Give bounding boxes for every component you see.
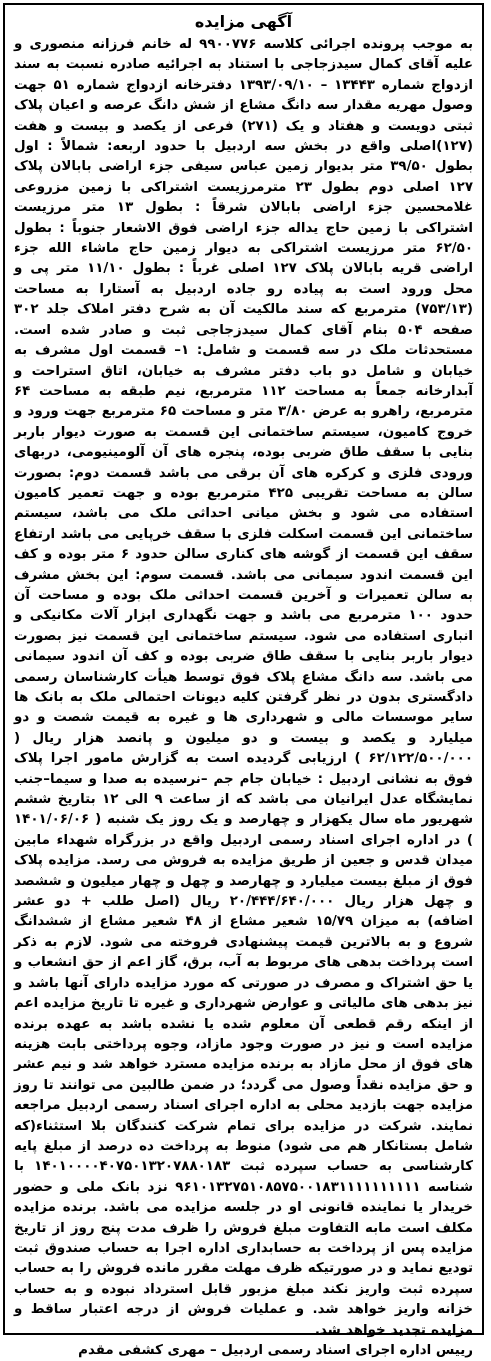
notice-title: آگهی مزایده bbox=[194, 12, 293, 31]
notice-body: به موجب پرونده اجرائی کلاسه ۹۹۰۰۷۷۶ له خانم فرزانه منصوری و علیه آقای کمال سیدزجاجی با استناد به اجرائیه صادره نسبت به سند ازدواج شماره ۱۳۴۴۳ – ۱۳۹۳/۰۹/۱۰ دفترخانه ازدواج شماره ۵۱ جهت وصول مهریه مقدار سه دانگ مشاع از شش دانگ عرصه و اعیان پلاک ثبتی دویست و هفتاد و یک (۲۷۱) فرعی از یکصد و بیست و هفت (۱۲۷)اصلی واقع در بخش سه اردبیل با حدود اربعه: شمالاً : اول بطول ۳۹/۵۰ متر بدیوار زمین عباس سیفی جزء اراضی بابالان پلاک ۱۲۷ اصلی دوم بطول ۲۳ مترمرزیست اشتراکی با زمین مزروعی غلامحسین جزء اراضی بابالان شرقاً : بطول ۱۳ متر مرزیست اشتراکی با زمین حاج یداله جزء اراضی فوق الاشعار جنوباً : بطول ۶۲/۵۰ متر مرزیست اشتراکی به دیوار زمین حاج ماشاء الله جزء اراضی قریه بابالان پلاک ۱۲۷ اصلی غرباً : بطول ۱۱/۱۰ متر پی و محل ورود است به پیاده رو جاده اردبیل به آستارا به مساحت (۷۵۳/۱۳) مترمربع که سند مالکیت آن به شرح دفتر املاک جلد ۳۰۲ صفحه ۵۰۴ بنام آقای کمال سیدزجاجی ثبت و صادر شده است. مستحدثات ملک در سه قسمت و شامل: ۱– قسمت اول مشرف به خیابان و شامل دو باب دفتر مشرف به خیابان، اتاق استراحت و آبدارخانه جمعاً به مساحت ۱۱۲ مترمربع، نیم طبقه به مساحت ۶۴ مترمربع، راهرو به عرض ۳/۸۰ متر و مساحت ۶۵ مترمربع جهت ورود و خروج کامیون، سیستم ساختمانی این قسمت به صورت دیوار باربر بنایی با سقف طاق ضربی بوده، پنجره های آن آلومینیومی، دربهای ورودی فلزی و کرکره های آن برقی می باشد قسمت دوم: بصورت سالن به مساحت تقریبی ۴۲۵ مترمربع بوده و جهت تعمیر کامیون استفاده می شود و بخش میانی احداثی ملک می باشد، سیستم ساختمانی این قسمت اسکلت فلزی با سقف خرپایی می باشد ارتفاع سقف این قسمت از گوشه های کناری سالن حدود ۶ متر بوده و کف این قسمت اندود سیمانی می باشد. قسمت سوم: این بخش مشرف به سالن تعمیرات و آخرین قسمت احداثی ملک بوده و مساحت آن حدود ۱۰۰ مترمربع می باشد و جهت نگهداری ابزار آلات مکانیکی و انباری استفاده می شود. سیستم ساختمانی این قسمت نیز بصورت دیوار باربر بنایی با سقف طاق ضربی بوده و کف آن اندود سیمانی می باشد. سه دانگ مشاع پلاک فوق توسط هیأت کارشناسان رسمی دادگستری بدون در نظر گرفتن کلیه دیونات احتمالی ملک به بانک ها سایر موسسات مالی و شهرداری ها و غیره به قیمت شصت و دو میلیارد و یکصد و بیست و دو میلیون و پانصد هزار ریال ( ۶۲/۱۲۲/۵۰۰/۰۰۰ ) ارزیابی گردیده است به گزارش مامور اجرا پلاک فوق به نشانی اردبیل : خیابان جام جم –نرسیده به صدا و سیما–جنب نمایشگاه عدل ایرانیان می باشد که از ساعت ۹ الی ۱۲ بتاریخ ششم شهریور ماه سال یکهزار و چهارصد و یک روز یک شنبه ( ۱۴۰۱/۰۶/۰۶ ) در اداره اجرای اسناد رسمی اردبیل واقع در بزرگراه شهداء مابین میدان قدس و جعین از طریق مزایده به فروش می رسد. مزایده پلاک فوق از مبلغ بیست میلیارد و چهارصد و چهل و چهار میلیون و ششصد و چهل هزار ریال ۲۰/۴۴۴/۶۴۰/۰۰۰ ریال (اصل طلب + دو عشر اضافه) به میزان ۱۵/۷۹ شعیر مشاع از ۴۸ شعیر مشاع از ششدانگ شروع و به بالاترین قیمت پیشنهادی فروخته می شود. لازم به ذکر است پرداخت بدهی های مربوط به آب، برق، گاز اعم از حق انشعاب و یا حق اشتراک و مصرف در صورتی که مورد مزایده دارای آنها باشد و نیز بدهی های مالیاتی و عوارض شهرداری و غیره تا تاریخ مزایده اعم از اینکه رقم قطعی آن معلوم شده یا نشده باشد به عهده برنده مزایده است و نیز در صورت وجود مازاد، وجوه پرداختی بابت هزینه های فوق از محل مازاد به برنده مزایده مسترد خواهد شد و نیم عشر و حق مزایده نقداً وصول می گردد؛ در ضمن طالبین می توانند تا روز مزایده جهت بازدید محلی به اداره اجرای اسناد رسمی اردبیل مراجعه نمایند. شرکت در مزایده برای تمام شرکت کنندگان بلا استثناء(که شامل بستانکار هم می شود) منوط به پرداخت ده درصد از مبلغ پایه کارشناسی به حساب سپرده ثبت ۱۴۰۱۰۰۰۰۴۰۷۵۰۱۳۲۰۷۸۸۰۱۸۳ با شناسه ۹۶۱۰۱۳۲۷۵۱۰۸۵۷۵۰۰۱۸۳۱۱۱۱۱۱۱۱۱۱ نزد بانک ملی و حضور خریدار یا نماینده قانونی او در جلسه مزایده می باشد. برنده مزایده مکلف است مابه التفاوت مبلغ فروش را ظرف مدت پنج روز از تاریخ مزایده پس از پرداخت به حسابداری اداره اجرا به حساب صندوق ثبت تودیع نماید و در صورتیکه ظرف مهلت مقرر مانده فروش را به حساب سپرده ثبت واریز نکند مبلغ مزبور قابل استرداد نبوده و به حساب خزانه واریز خواهد شد. و عملیات فروش از درجه اعتبار ساقط و مزایده تجدید خواهد شد. bbox=[14, 37, 474, 1338]
notice-signature: رییس اداره اجرای اسناد رسمی اردبیل – مهری کشفی مقدم bbox=[78, 1343, 473, 1358]
notice-frame bbox=[3, 3, 484, 1358]
